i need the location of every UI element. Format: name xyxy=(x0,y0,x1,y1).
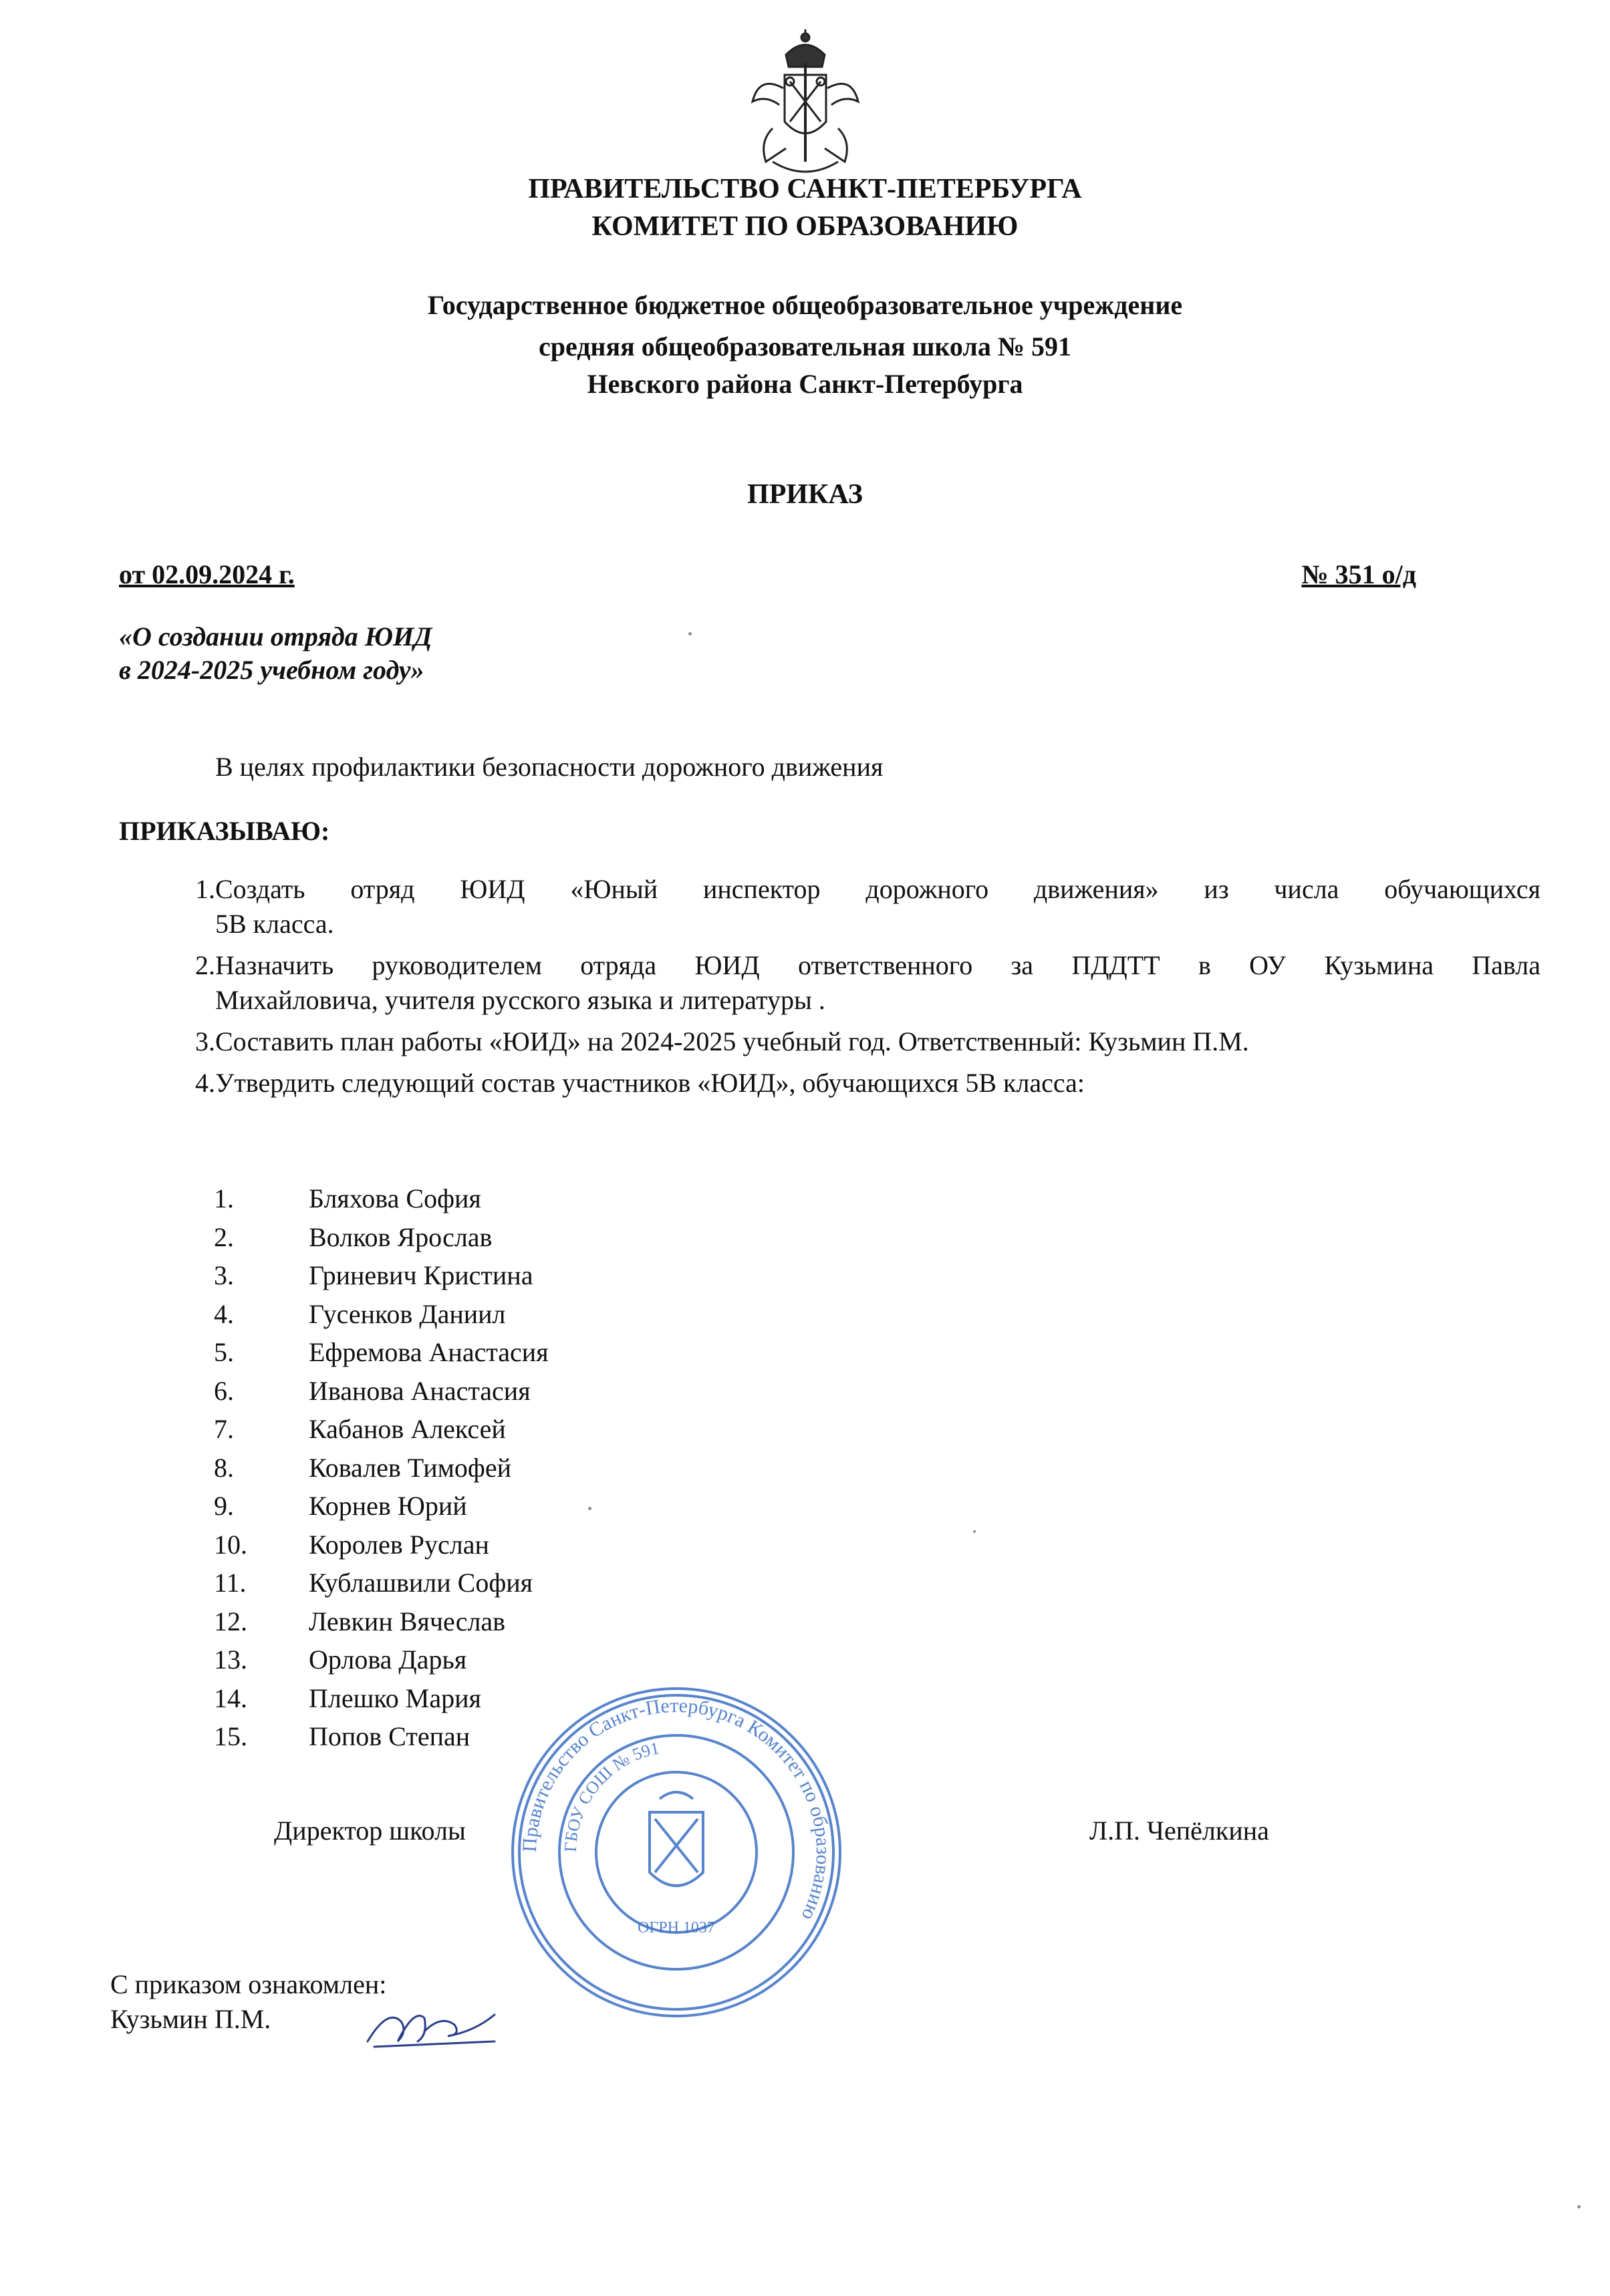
list-item xyxy=(214,1256,549,1295)
order-item xyxy=(120,1024,1540,1059)
acknowledgement-name: Кузьмин П.М. xyxy=(110,2004,271,2034)
member-name: Королев Руслан xyxy=(309,1529,489,1560)
list-item xyxy=(214,1487,549,1526)
list-item xyxy=(214,1679,549,1718)
list-item xyxy=(214,1218,549,1257)
list-item xyxy=(214,1640,549,1679)
order-item-number: 2. xyxy=(195,950,215,980)
member-number: 13. xyxy=(214,1644,247,1675)
order-item xyxy=(120,872,1540,942)
member-number: 4. xyxy=(214,1298,234,1329)
list-item xyxy=(214,1564,549,1602)
order-preamble: В целях профилактики безопасности дорожного движения xyxy=(215,752,884,782)
order-item-number: 4. xyxy=(195,1068,215,1098)
member-number: 12. xyxy=(214,1606,247,1636)
member-number: 10. xyxy=(214,1529,247,1560)
order-subject-line-1: «О создании отряда ЮИД xyxy=(119,621,432,652)
member-name: Гусенков Даниил xyxy=(309,1298,506,1329)
order-items xyxy=(120,872,1540,1107)
member-name: Ковалев Тимофей xyxy=(309,1452,511,1483)
scan-speck xyxy=(688,632,692,635)
handwritten-signature xyxy=(361,1995,508,2055)
order-verb: ПРИКАЗЫВАЮ: xyxy=(119,816,330,846)
institution-line-3: Невского района Санкт-Петербурга xyxy=(587,369,1023,399)
member-name: Корнев Юрий xyxy=(309,1491,467,1521)
member-name: Орлова Дарья xyxy=(309,1644,467,1675)
member-name: Кабанов Алексей xyxy=(309,1414,506,1444)
order-item-text xyxy=(215,948,1540,1018)
member-name: Иванова Анастасия xyxy=(309,1375,531,1406)
list-item xyxy=(214,1449,549,1487)
institution-line-2: средняя общеобразовательная школа № 591 xyxy=(538,331,1072,362)
committee-title: КОМИТЕТ ПО ОБРАЗОВАНИЮ xyxy=(591,211,1019,242)
order-item-line: Создать отряд ЮИД «Юный инспектор дорожного движения» из числа обучающихся xyxy=(215,874,1540,904)
member-name: Плешко Мария xyxy=(309,1683,481,1713)
signatory-name: Л.П. Чепёлкина xyxy=(1089,1816,1269,1846)
member-number: 14. xyxy=(214,1683,247,1713)
order-title: ПРИКАЗ xyxy=(747,479,863,510)
member-number: 3. xyxy=(214,1260,234,1290)
member-number: 5. xyxy=(214,1337,234,1367)
list-item xyxy=(214,1372,549,1411)
list-item xyxy=(214,1333,549,1372)
acknowledgement-label: С приказом ознакомлен: xyxy=(110,1969,387,1999)
coat-of-arms-emblem xyxy=(746,28,865,182)
members-list xyxy=(214,1179,549,1756)
order-subject xyxy=(119,620,432,687)
order-item-text xyxy=(215,1066,1540,1101)
order-item xyxy=(120,1066,1540,1101)
list-item xyxy=(214,1179,549,1218)
member-name: Бляхова София xyxy=(309,1183,481,1213)
order-item-number: 1. xyxy=(195,874,215,904)
member-number: 9. xyxy=(214,1491,234,1521)
member-number: 7. xyxy=(214,1414,234,1444)
order-number: № 351 о/д xyxy=(1301,559,1416,589)
stamp-ogrn: ОГРН 1037 xyxy=(638,1919,715,1936)
scan-speck xyxy=(973,1530,976,1533)
stamp-inner-text: ГБОУ СОШ № 591 xyxy=(560,1738,662,1853)
list-item xyxy=(214,1717,549,1756)
member-number: 15. xyxy=(214,1721,247,1751)
member-number: 6. xyxy=(214,1375,234,1406)
member-number: 11. xyxy=(214,1568,247,1598)
official-stamp xyxy=(503,1679,850,2026)
order-item-line: Назначить руководителем отряда ЮИД ответственного за ПДДТТ в ОУ Кузьмина Павла xyxy=(215,950,1540,980)
member-number: 2. xyxy=(214,1222,234,1252)
order-item-text xyxy=(215,872,1540,942)
list-item xyxy=(214,1526,549,1564)
scan-speck xyxy=(588,1507,591,1510)
member-number: 1. xyxy=(214,1183,234,1213)
member-name: Кублашвили София xyxy=(309,1568,533,1598)
order-item-number: 3. xyxy=(195,1026,215,1056)
member-number: 8. xyxy=(214,1452,234,1483)
order-date: от 02.09.2024 г. xyxy=(119,559,295,589)
order-item-line: Составить план работы «ЮИД» на 2024-2025 учебный год. Ответственный: Кузьмин П.М. xyxy=(215,1026,1249,1056)
order-item-text xyxy=(215,1024,1540,1059)
member-name: Гриневич Кристина xyxy=(309,1260,533,1290)
member-name: Левкин Вячеслав xyxy=(309,1606,506,1636)
order-item-line: 5В класса. xyxy=(215,909,334,939)
order-item-line: Михайловича, учителя русского языка и литературы . xyxy=(215,985,825,1015)
order-item xyxy=(120,948,1540,1018)
scan-speck xyxy=(1577,2205,1581,2208)
member-name: Попов Степан xyxy=(309,1721,471,1751)
list-item xyxy=(214,1410,549,1449)
government-title: ПРАВИТЕЛЬСТВО САНКТ-ПЕТЕРБУРГА xyxy=(528,174,1082,204)
order-subject-line-2: в 2024-2025 учебном году» xyxy=(119,655,424,685)
institution-line-1: Государственное бюджетное общеобразовательное учреждение xyxy=(427,290,1183,320)
stamp-outer-text: Правительство Санкт-Петербурга Комитет по образованию xyxy=(518,1694,835,1924)
signatory-position: Директор школы xyxy=(274,1816,466,1846)
list-item xyxy=(214,1295,549,1334)
member-name: Волков Ярослав xyxy=(309,1222,493,1252)
member-name: Ефремова Анастасия xyxy=(309,1337,549,1367)
list-item xyxy=(214,1602,549,1641)
order-item-line: Утвердить следующий состав участников «ЮИД», обучающихся 5В класса: xyxy=(215,1068,1085,1098)
